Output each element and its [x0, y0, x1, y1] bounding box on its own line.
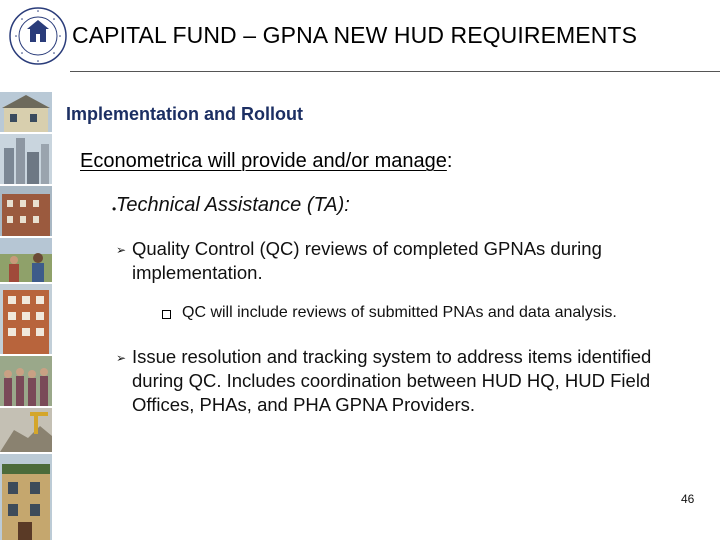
demolition-photo	[0, 408, 52, 452]
lead-statement	[80, 150, 452, 173]
list-item-qc-reviews: Quality Control (QC) reviews of completed GPNAs during implementation.	[132, 238, 602, 283]
list-item-issue-resolution: Issue resolution and tracking system to address items identified during QC. Includes coordination between HUD HQ, HUD Field Offices, PHAs, and PHA GPNA Providers.	[132, 346, 652, 415]
lead-statement-colon: :	[446, 150, 453, 172]
square-bullet-icon	[162, 310, 171, 319]
lead-statement-underlined: Econometrica will provide and/or manage	[80, 150, 447, 172]
sub-list-item-qc: QC will include reviews of submitted PNAs and data analysis.	[182, 304, 617, 321]
group-photo	[0, 356, 52, 406]
photo-collage	[0, 92, 52, 540]
bullet-marker: •	[112, 202, 117, 216]
page-number: 46	[681, 492, 695, 506]
apartment-building-photo	[0, 284, 52, 354]
city-skyline-photo	[0, 134, 52, 184]
slide-title: CAPITAL FUND – GPNA NEW HUD REQUIREMENTS	[72, 22, 638, 48]
storefront-photo	[0, 454, 52, 540]
arrow-bullet-icon: ➢	[116, 243, 127, 257]
house-photo	[0, 92, 52, 132]
arrow-bullet-icon: ➢	[116, 351, 127, 365]
residents-photo	[0, 238, 52, 282]
hud-seal-icon	[8, 6, 68, 66]
section-subtitle: Implementation and Rollout	[66, 104, 303, 124]
ta-heading: Technical Assistance (TA):	[116, 194, 350, 216]
brick-building-photo	[0, 186, 52, 236]
title-divider	[70, 71, 720, 72]
